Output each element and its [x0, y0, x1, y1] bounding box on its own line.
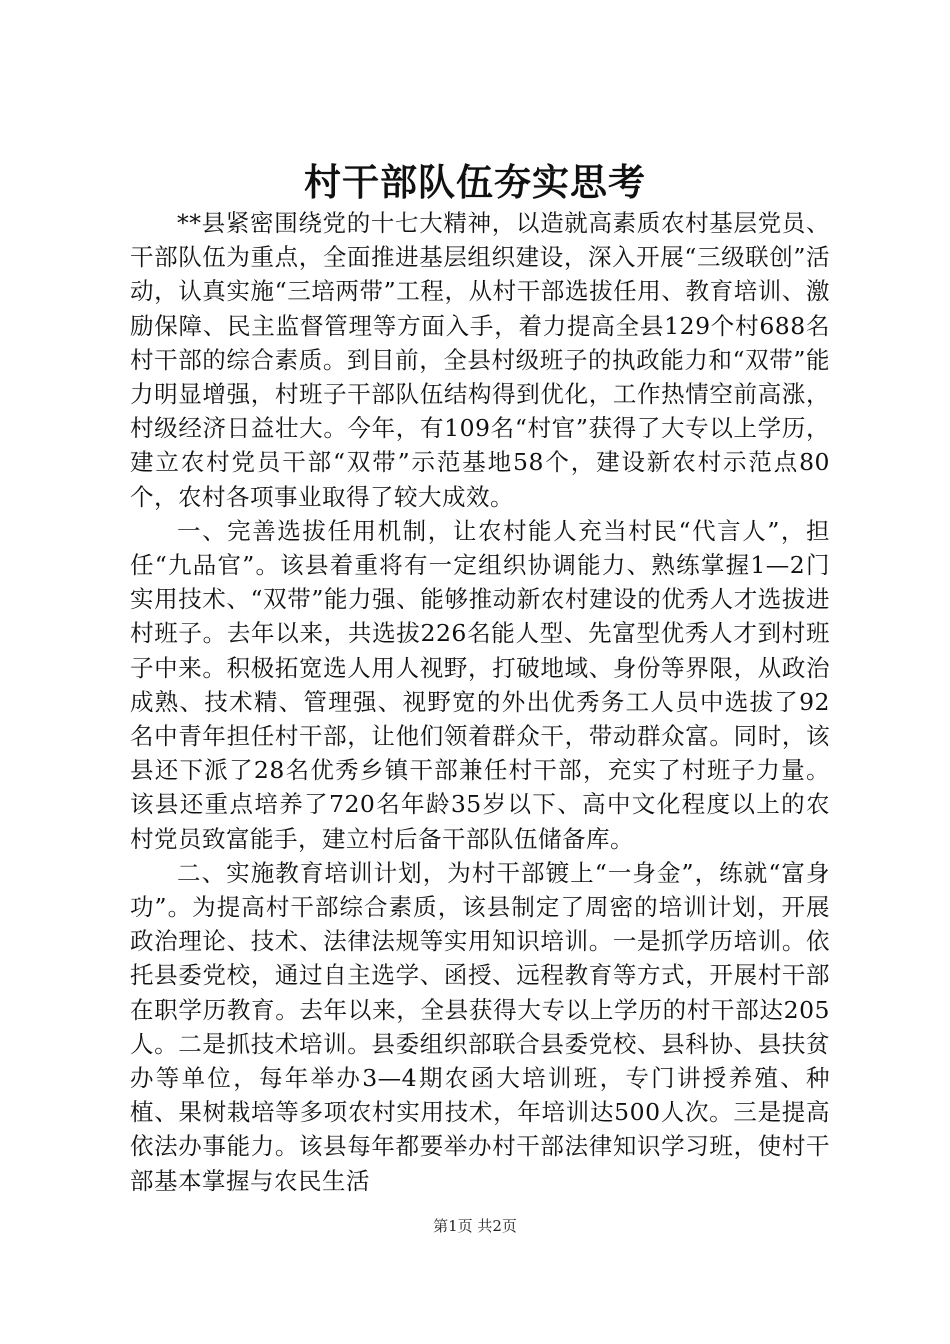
document-body [130, 206, 830, 1198]
paragraph-section-1: 一、完善选拔任用机制，让农村能人充当村民“代言人”，担任“九品官”。该县着重将有一定组织协调能力、熟练掌握1—2门实用技术、“双带”能力强、能够推动新农村建设的优秀人才选拔进村班子。去年以来，共选拔226名能人型、先富型优秀人才到村班子中来。积极拓宽选人用人视野，打破地域、身份等界限，从政治成熟、技术精、管理强、视野宽的外出优秀务工人员中选拔了92名中青年担任村干部，让他们领着群众干，带动群众富。同时，该县还下派了28名优秀乡镇干部兼任村干部，充实了村班子力量。该县还重点培养了720名年龄35岁以下、高中文化程度以上的农村党员致富能手，建立村后备干部队伍储备库。 [130, 516, 830, 853]
paragraph-section-2: 二、实施教育培训计划，为村干部镀上“一身金”，练就“富身功”。为提高村干部综合素质，该县制定了周密的培训计划，开展政治理论、技术、法律法规等实用知识培训。一是抓学历培训。依托县委党校，通过自主选学、函授、远程教育等方式，开展村干部在职学历教育。去年以来，全县获得大专以上学历的村干部达205人。二是抓技术培训。县委组织部联合县委党校、县科协、县扶贫办等单位，每年举办3—4期农函大培训班，专门讲授养殖、种植、果树栽培等多项农村实用技术，年培训达500人次。三是提高依法办事能力。该县每年都要举办村干部法律知识学习班，使村干部基本掌握与农民生活 [130, 858, 830, 1195]
page-number-footer: 第1页 共2页 [433, 1217, 517, 1235]
document-title: 村干部队伍夯实思考 [304, 160, 646, 204]
paragraph-intro: **县紧密围绕党的十七大精神，以造就高素质农村基层党员、干部队伍为重点，全面推进基层组织建设，深入开展“三级联创”活动，认真实施“三培两带”工程，从村干部选拔任用、教育培训、激励保障、民主监督管理等方面入手，着力提高全县129个村688名村干部的综合素质。到目前，全县村级班子的执政能力和“双带”能力明显增强，村班子干部队伍结构得到优化，工作热情空前高涨，村级经济日益壮大。今年，有109名“村官”获得了大专以上学历，建立农村党员干部“双带”示范基地58个，建设新农村示范点80个，农村各项事业取得了较大成效。 [130, 209, 830, 511]
